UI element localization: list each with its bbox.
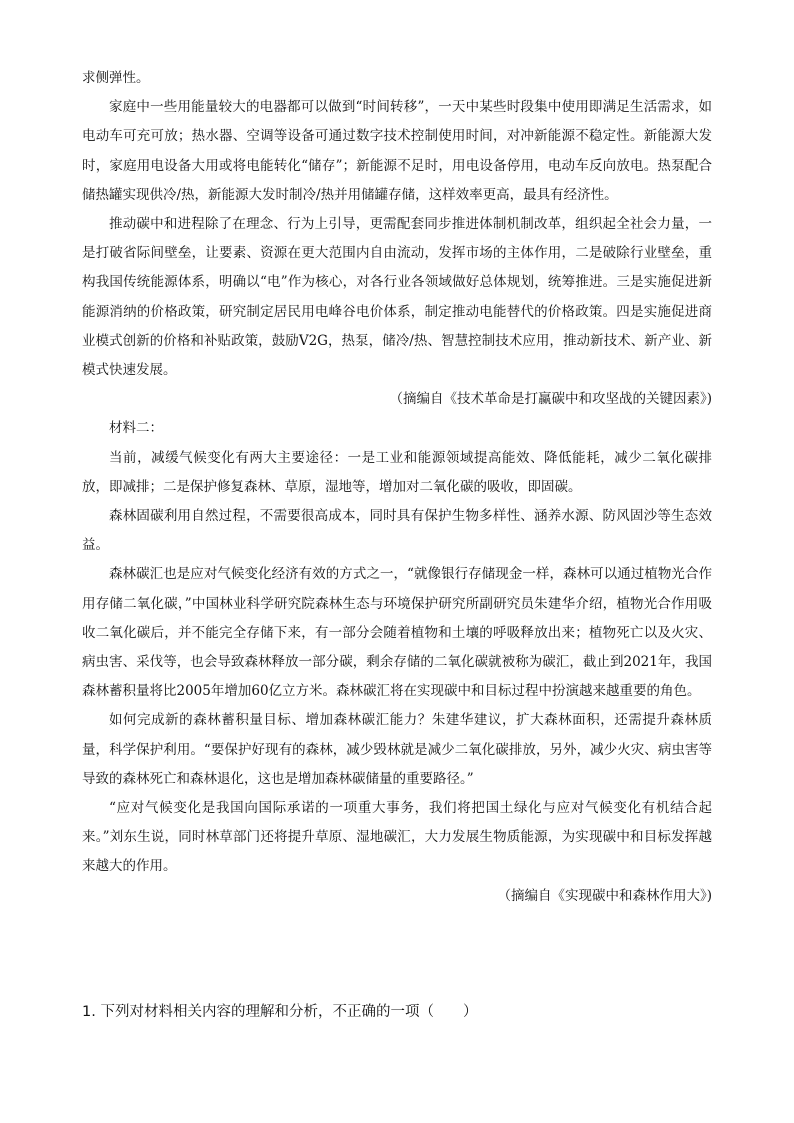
material-two-heading: 材料二： (109, 420, 163, 437)
paragraph-household-appliances: 家庭中一些用能量较大的电器都可以做到“时间转移”，一天中某些时段集中使用即满足生活需求，如电动车可充可放；热水器、空调等设备可通过数字技术控制使用时间，对冲新能源不稳定性。新能源大发时，家庭用电设备大用或将电能转化“储存”；新能源不足时，用电设备停用，电动车反向放电。热泵配合储热罐实现供冷/热，新能源大发时制冷/热并用储罐存储，这样效率更高，最具有经济性。 (82, 99, 712, 203)
source-citation-2: （摘编自《实现碳中和森林作用大》) (497, 887, 712, 904)
paragraph-continuation: 求侧弹性。 (82, 70, 150, 86)
article-body (82, 64, 712, 911)
question-1: 1. 下列对材料相关内容的理解和分析，不正确的一项（ ） (82, 1004, 478, 1020)
paragraph-forest-volume-target: 如何完成新的森林蓄积量目标、增加森林碳汇能力？朱建华建议，扩大森林面积，还需提升森林质量，科学保护利用。“要保护好现有的森林，减少毁林就是减少二氧化碳排放，另外，减少火灾、病虫害等导致的森林死亡和森林退化，这也是增加森林碳储量的重要路径。” (82, 712, 712, 787)
paragraph-forest-carbon-fixation: 森林固碳利用自然过程，不需要很高成本，同时具有保护生物多样性、涵养水源、防风固沙等生态效益。 (82, 508, 712, 554)
source-citation-1: （摘编自《技术革命是打赢碳中和攻坚战的关键因素》) (389, 391, 712, 408)
paragraph-reform-measures: 推动碳中和进程除了在理念、行为上引导，更需配套同步推进体制机制改革，组织起全社会力量，一是打破省际间壁垒，让要素、资源在更大范围内自由流动，发挥市场的主体作用，二是破除行业壁垒，重构我国传统能源体系，明确以“电”作为核心，对各行业各领域做好总体规划，统筹推进。三是实施促进新能源消纳的价格政策，研究制定居民用电峰谷电价体系，制定推动电能替代的价格政策。四是实施促进商业模式创新的价格和补贴政策，鼓励V2G，热泵，储冷/热、智慧控制技术应用，推动新技术、新产业、新模式快速发展。 (82, 216, 712, 379)
paragraph-two-pathways: 当前，减缓气候变化有两大主要途径：一是工业和能源领域提高能效、降低能耗，减少二氧化碳排放，即减排；二是保护修复森林、草原，湿地等，增加对二氧化碳的吸收，即固碳。 (82, 449, 712, 495)
paragraph-climate-commitment: “应对气候变化是我国向国际承诺的一项重大事务，我们将把国土绿化与应对气候变化有机结合起来。”刘东生说，同时林草部门还将提升草原、湿地碳汇，大力发展生物质能源，为实现碳中和目标发挥越来越大的作用。 (82, 800, 712, 875)
paragraph-forest-carbon-sink: 森林碳汇也是应对气候变化经济有效的方式之一，“就像银行存储现金一样，森林可以通过植物光合作用存储二氧化碳，”中国林业科学研究院森林生态与环境保护研究所副研究员朱建华介绍，植物光合作用吸收二氧化碳后，并不能完全存储下来，有一部分会随着植物和土壤的呼吸释放出来；植物死亡以及火灾、病虫害、采伐等，也会导致森林释放一部分碳，剩余存储的二氧化碳就被称为碳汇，截止到2021年，我国森林蓄积量将比2005年增加60亿立方米。森林碳汇将在实现碳中和目标过程中扮演越来越重要的角色。 (82, 566, 712, 700)
